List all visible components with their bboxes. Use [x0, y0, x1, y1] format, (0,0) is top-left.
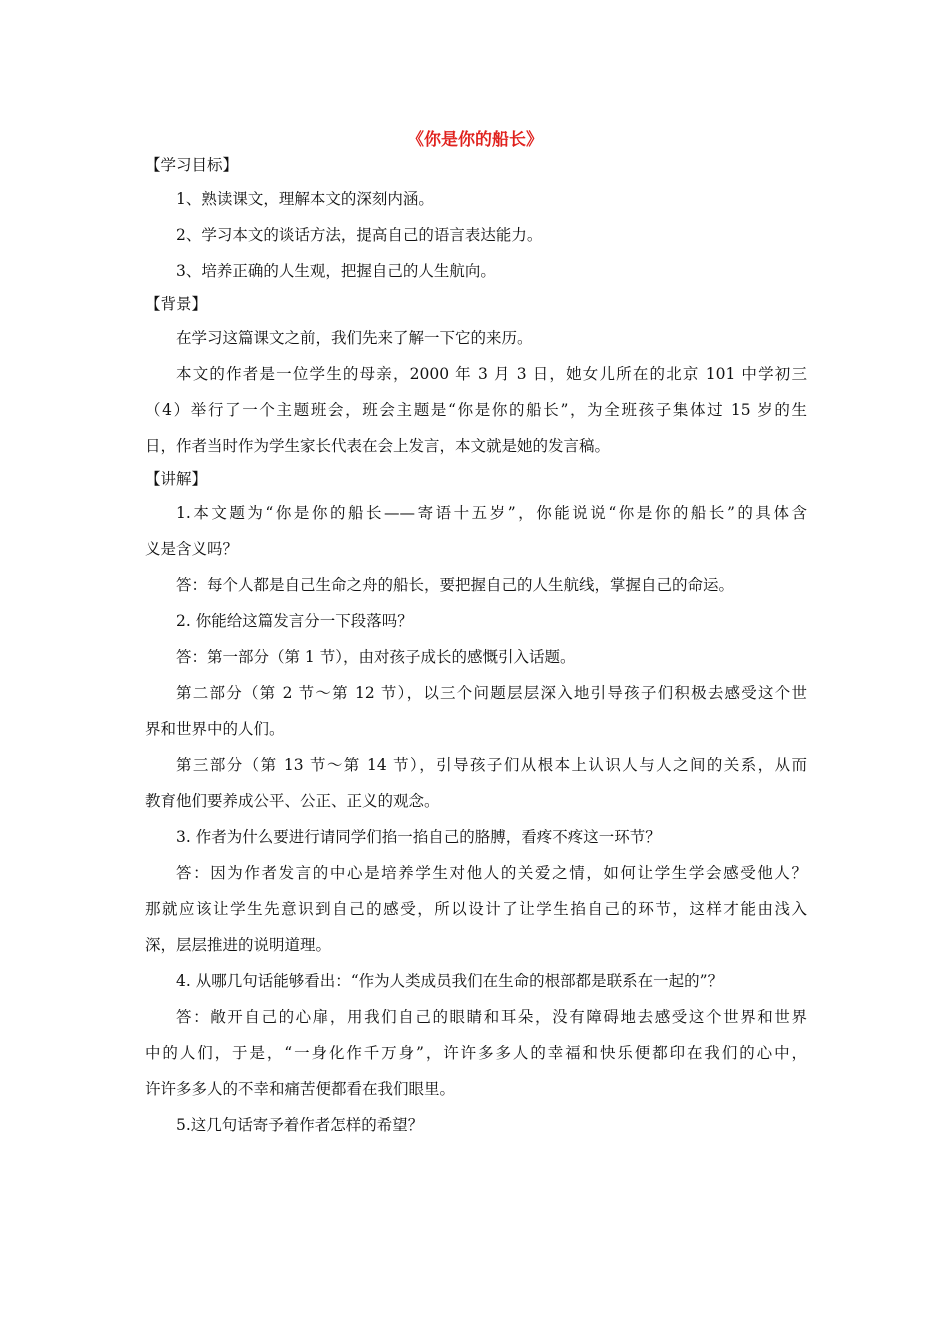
answer-2-part-2-line: 第二部分（第 2 节～第 12 节），以三个问题层层深入地引导孩子们积极去感受这个世: [176, 684, 807, 702]
background-paragraph-line: 本文的作者是一位学生的母亲，2000 年 3 月 3 日，她女儿所在的北京 101 中学初三: [176, 365, 807, 383]
question-2: 2. 你能给这篇发言分一下段落吗？: [176, 612, 413, 630]
answer-2-part-1: 答：第一部分（第 1 节），由对孩子成长的感慨引入话题。: [176, 648, 576, 666]
question-1-line: 1.本文题为“你是你的船长——寄语十五岁”，你能说说“你是你的船长”的具体含: [176, 504, 807, 522]
background-paragraph-line: 日，作者当时作为学生家长代表在会上发言，本文就是她的发言稿。: [145, 437, 611, 455]
objective-item: 2、学习本文的谈话方法，提高自己的语言表达能力。: [176, 226, 543, 244]
answer-3-line: 答：因为作者发言的中心是培养学生对他人的关爱之情，如何让学生学会感受他人？: [176, 864, 807, 882]
document-title: 《你是你的船长》: [407, 130, 543, 150]
answer-2-part-3-line: 第三部分（第 13 节～第 14 节），引导孩子们从根本上认识人与人之间的关系，从而: [176, 756, 807, 774]
answer-1: 答：每个人都是自己生命之舟的船长，要把握自己的人生航线，掌握自己的命运。: [176, 576, 735, 594]
answer-3-line: 深，层层推进的说明道理。: [145, 936, 332, 954]
objective-item: 1、熟读课文，理解本文的深刻内涵。: [176, 190, 434, 208]
answer-4-line: 答：敞开自己的心扉，用我们自己的眼睛和耳朵，没有障碍地去感受这个世界和世界: [176, 1008, 807, 1026]
document-body: [145, 150, 807, 1143]
background-intro: 在学习这篇课文之前，我们先来了解一下它的来历。: [176, 329, 533, 347]
background-paragraph-line: （4）举行了一个主题班会，班会主题是“你是你的船长”，为全班孩子集体过 15 岁的生: [145, 401, 807, 419]
answer-4-line: 许许多多人的不幸和痛苦便都看在我们眼里。: [145, 1080, 456, 1098]
question-4: 4. 从哪几句话能够看出：“作为人类成员我们在生命的根部都是联系在一起的”？: [176, 972, 724, 990]
answer-2-part-2-line: 界和世界中的人们。: [145, 720, 285, 738]
answer-2-part-3-line: 教育他们要养成公平、公正、正义的观念。: [145, 792, 440, 810]
heading-explanation: 【讲解】: [145, 470, 208, 488]
question-1-line: 义是含义吗？: [145, 540, 239, 558]
answer-4-line: 中的人们，于是，“一身化作千万身”，许许多多人的幸福和快乐便都印在我们的心中，: [145, 1044, 807, 1062]
heading-background: 【背景】: [145, 295, 208, 313]
answer-3-line: 那就应该让学生先意识到自己的感受，所以设计了让学生掐自己的环节，这样才能由浅入: [145, 900, 807, 918]
question-3: 3. 作者为什么要进行请同学们掐一掐自己的胳膊，看疼不疼这一环节？: [176, 828, 661, 846]
heading-objectives: 【学习目标】: [145, 156, 239, 174]
objective-item: 3、培养正确的人生观，把握自己的人生航向。: [176, 262, 496, 280]
question-5: 5.这几句话寄予着作者怎样的希望？: [176, 1116, 424, 1134]
